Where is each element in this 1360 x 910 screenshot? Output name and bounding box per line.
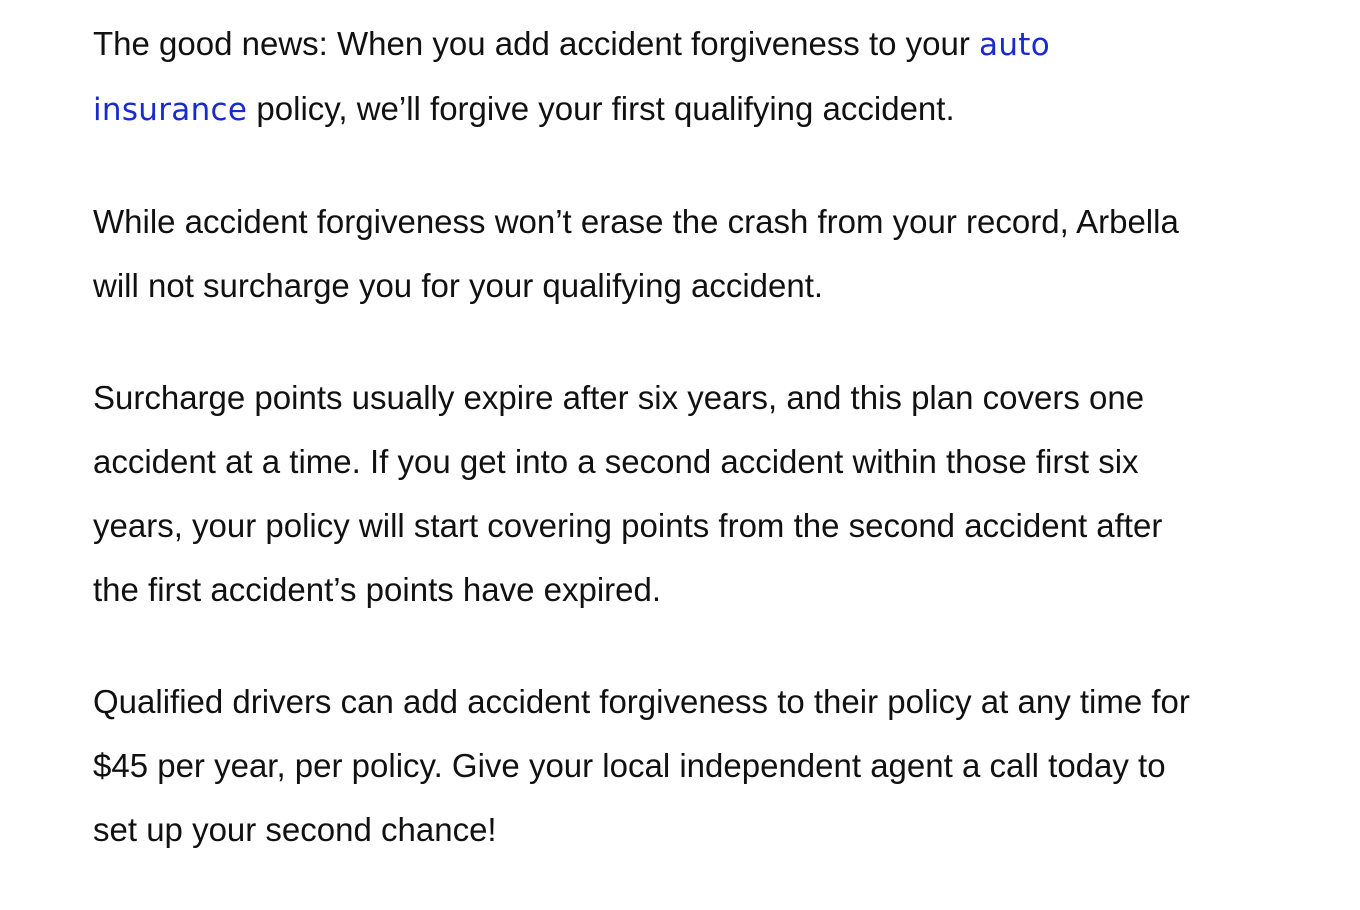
auto-insurance-link[interactable]: auto	[979, 27, 1050, 63]
paragraph-line: will not surcharge you for your qualifying accident.	[93, 267, 824, 304]
paragraph-line: While accident forgiveness won’t erase the crash from your record, Arbella	[93, 203, 1179, 240]
auto-insurance-link-continued[interactable]: insurance	[93, 92, 248, 128]
paragraph-good-news	[93, 12, 1303, 142]
paragraph-line	[93, 12, 1303, 77]
text-segment: The good news: When you add accident forgiveness to your	[93, 25, 980, 62]
paragraph-line: years, your policy will start covering points from the second accident after	[93, 507, 1163, 544]
paragraph-line: accident at a time. If you get into a second accident within those first six	[93, 443, 1139, 480]
paragraph-line: the first accident’s points have expired.	[93, 571, 662, 608]
paragraph-line: set up your second chance!	[93, 811, 497, 848]
paragraph-line: Qualified drivers can add accident forgiveness to their policy at any time for	[93, 683, 1190, 720]
paragraph-qualified-drivers	[93, 670, 1303, 862]
text-segment: policy, we’ll forgive your first qualifying accident.	[247, 90, 955, 127]
paragraph-line: $45 per year, per policy. Give your local independent agent a call today to	[93, 747, 1166, 784]
article-body	[93, 12, 1303, 910]
paragraph-record	[93, 190, 1303, 318]
paragraph-line	[93, 77, 1303, 142]
paragraph-line: Surcharge points usually expire after six years, and this plan covers one	[93, 379, 1145, 416]
paragraph-surcharge-points	[93, 366, 1303, 622]
